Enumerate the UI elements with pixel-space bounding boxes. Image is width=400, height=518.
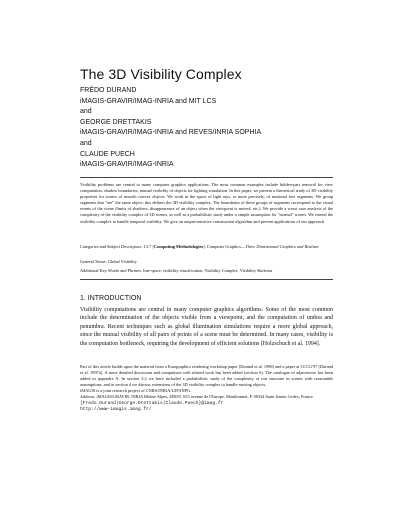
- keywords: Additional Key Words and Phrases: line-space, visibility classification, Visibility Complex, Visibility Skeleton: [80, 268, 273, 273]
- general-terms: General Terms: Global Visibility: [80, 259, 137, 264]
- footnote-address: Address: iMAGIS/GRAVIR, INRIA Rhône-Alpes, ZIRST, 655 avenue de l'Europe, Montbonnot, F-38334 Saint Ismier Cedex, France: [80, 394, 313, 400]
- footnote-email: {Fredo.Durand|George.Drettakis|Claude.Puech}@imag.fr: [80, 400, 224, 406]
- author-line: and: [80, 108, 92, 116]
- footnote-project: iMAGIS is a joint research project of CNRS/INRIA/UJF/INPG.: [80, 388, 192, 394]
- author-line: iMAGIS-GRAVIR/IMAG-INRIA and REVES/INRIA SOPHIA: [80, 129, 262, 137]
- footnote-url: http://www-imagis.imag.fr/: [80, 406, 152, 412]
- author-line: CLAUDE PUECH: [80, 150, 135, 158]
- author-line: iMAGIS-GRAVIR/IMAG-INRIA and MIT LCS: [80, 97, 217, 105]
- categories-label: Categories and Subject Descriptors: I.3.7 [: [80, 244, 154, 249]
- footnote-history: Part of this article builds upon the material from a Eurographics rendering workshop paper [Durand et al. 1996] and a paper at CCCG'97 [Durand et al. 1997a]. A more detailed discussion and comparison with related work has been added (section 6). The catalogue of adjacencies has been added in appendix A. In section 3.2 we have included a probabilistic study of the complexity of our structure in scenes with reasonable assumptions, and in section 4 we discuss extensions of the 3D visibility complex to handle moving objects.: [80, 364, 333, 388]
- categories-italic: Three Dimensional Graphics and Realism: [245, 244, 319, 249]
- bottom-rule: [80, 279, 333, 280]
- categories-middle: ]: Computer Graphics—: [203, 244, 246, 249]
- author-line: FRÉDO DURAND: [80, 87, 137, 94]
- top-rule: [80, 177, 333, 178]
- paper-title: The 3D Visibility Complex: [80, 66, 242, 82]
- author-line: and: [80, 139, 92, 147]
- categories-line: [80, 244, 333, 250]
- section-heading: 1. INTRODUCTION: [80, 295, 142, 302]
- abstract: Visibility problems are central to many computer graphics applications. The most common examples include hidden-part removal for view computation, shadow boundaries, mutual visibility of objects for lighting simulation. In this paper, we present a theoretical study of 3D visibility properties for scenes of smooth convex objects. We work in the space of light rays, or more precisely, of maximal free segments. We group segments that "see" the same object; this defines the 3D visibility complex. The boundaries of these groups of segments correspond to the visual events of the scene (limits of shadows, disappearance of an object when the viewpoint is moved, etc.). We provide a worst case analysis of the complexity of the visibility complex of 3D scenes, as well as a probabilistic study under a simple assumption for "normal" scenes. We extend the visibility complex to handle temporal visibility. We give an output-sensitive construction algorithm and present applications of our approach.: [80, 182, 333, 224]
- author-block: [80, 86, 261, 171]
- introduction-paragraph: Visibility computations are central in many computer graphics algorithms. Some of the most common include the determination of the objects visible from a viewpoint, and the computation of umbra and penumbra. Recent techniques such as global illumination simulations require a more global approach, since the mutual visibility of all pairs of points of a scene must be determined. In many cases, visibility is the computation bottleneck, requiring the development of efficient solutions [Holzschuch et al. 1994].: [80, 307, 333, 347]
- author-line: GEORGE DRETTAKIS: [80, 118, 152, 126]
- footnotes: [80, 364, 333, 413]
- categories-bold: Computing Methodologies: [153, 244, 204, 249]
- author-line: iMAGIS-GRAVIR/IMAG-INRIA: [80, 161, 174, 169]
